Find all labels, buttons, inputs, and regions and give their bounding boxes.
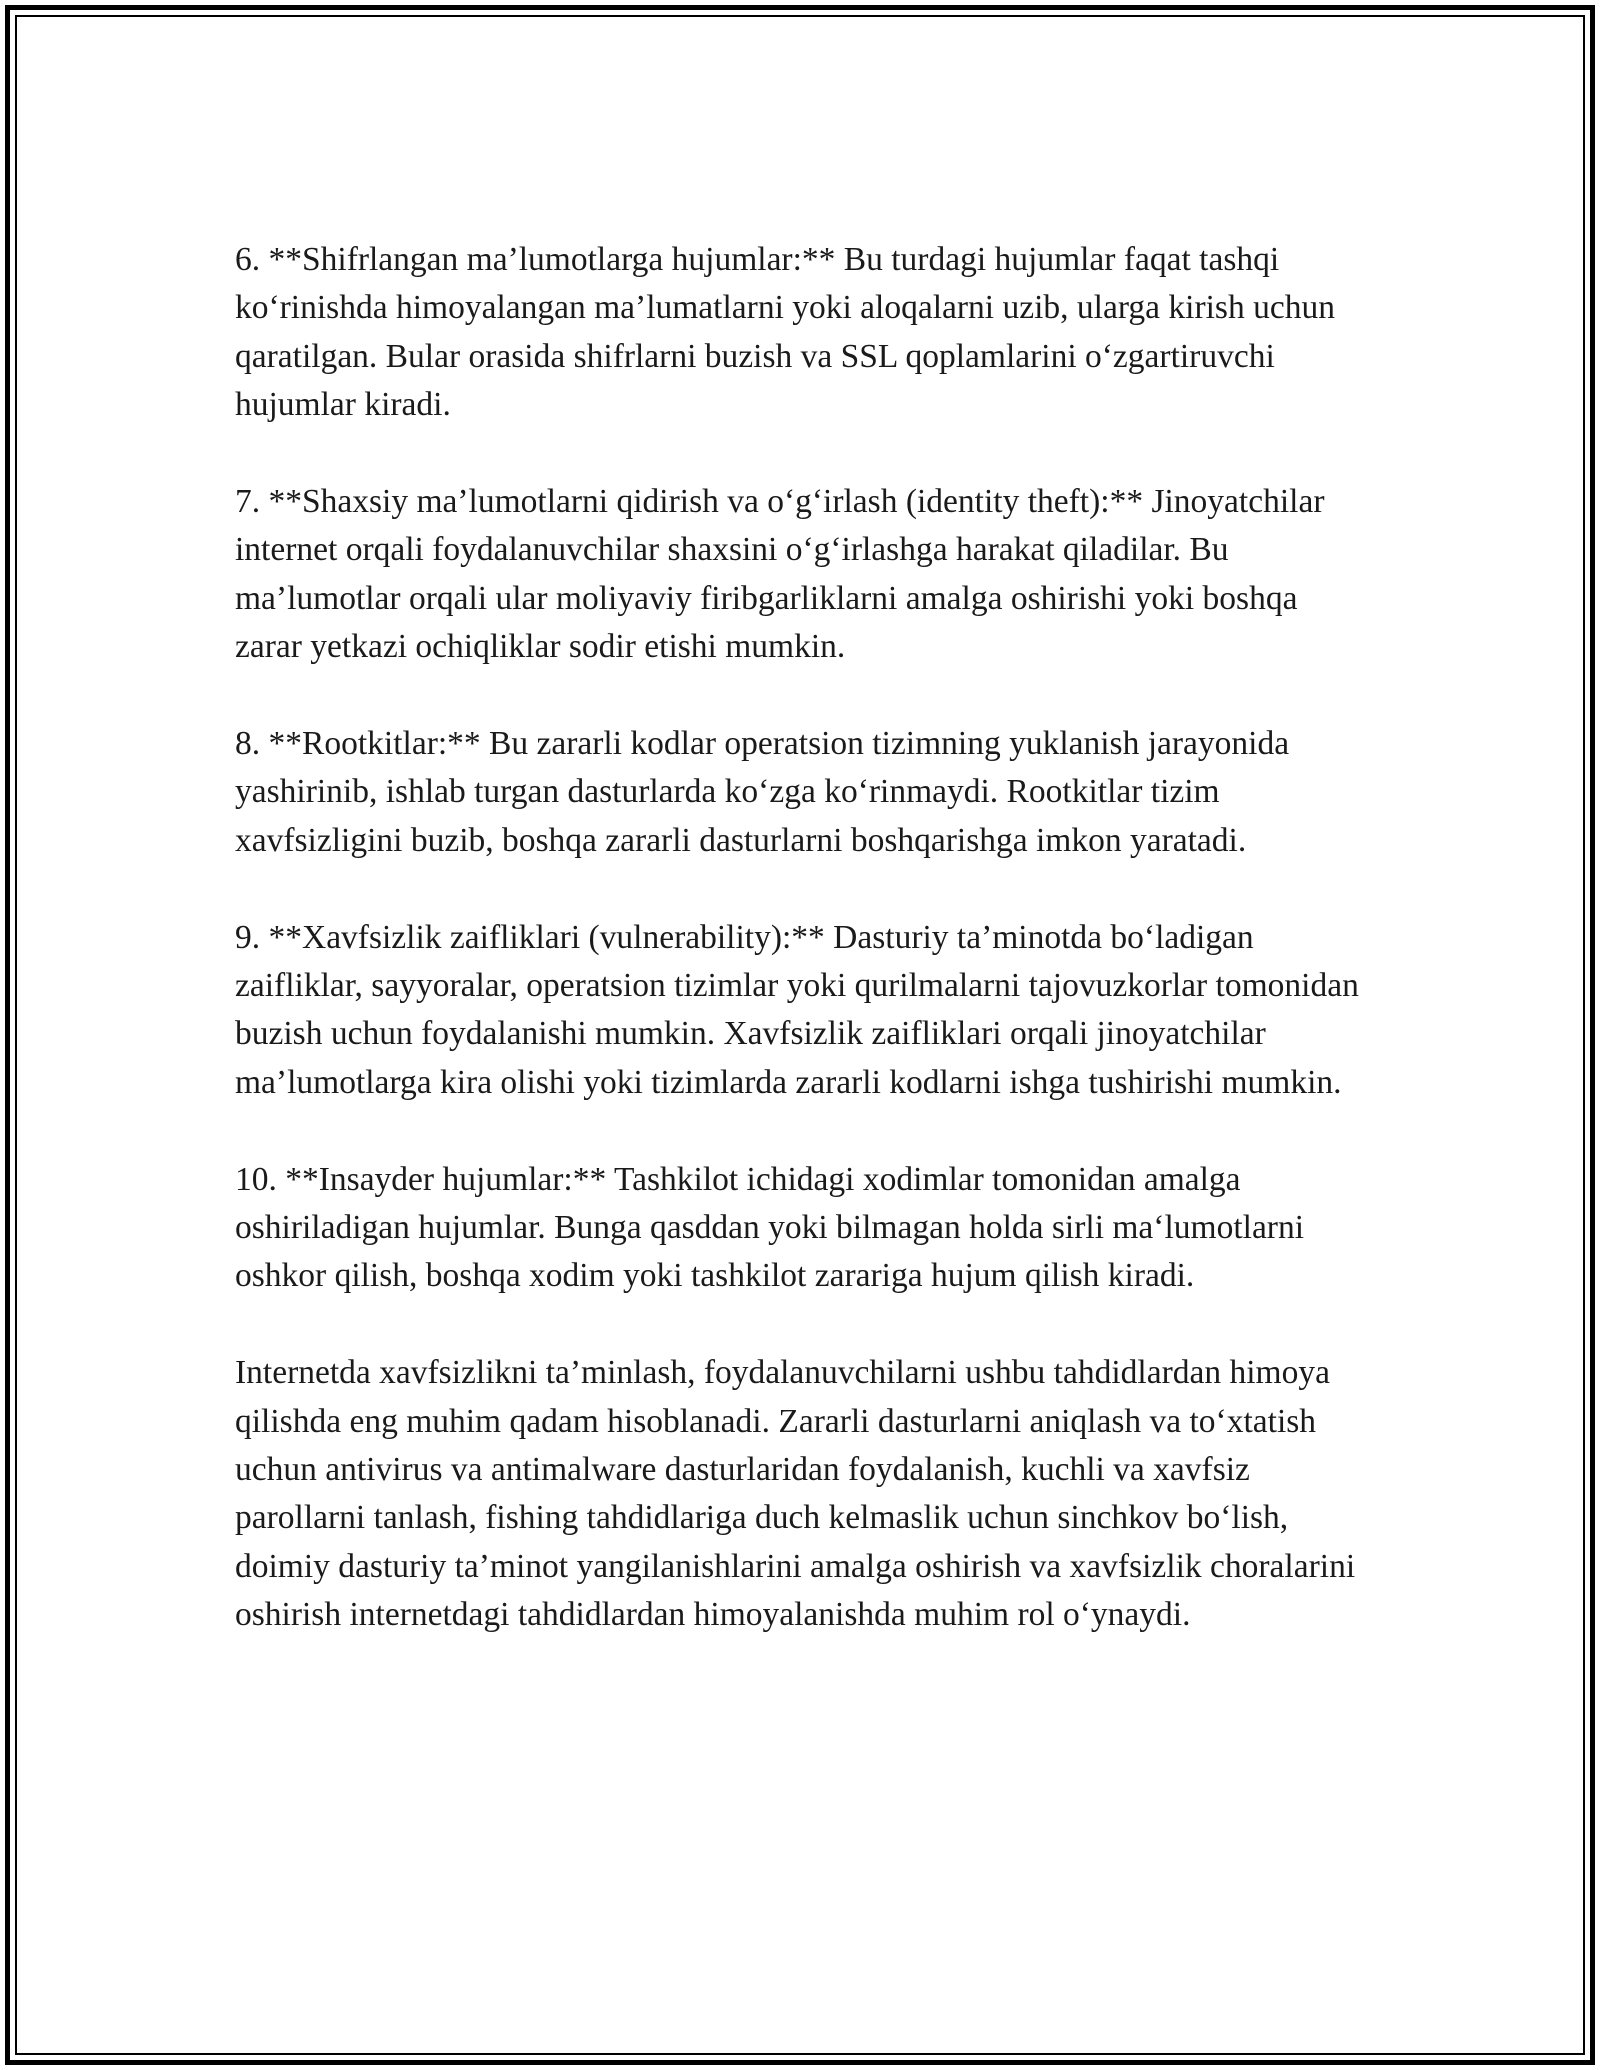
paragraph-conclusion: Internetda xavfsizlikni ta’minlash, foydalanuvchilarni ushbu tahdidlardan himoya qilishda eng muhim qadam hisoblanadi. Zararli dasturlarni aniqlash va to‘xtatish uchun antivirus va antimalware dasturlaridan foydalanish, kuchli va xavfsiz parollarni tanlash, fishing tahdidlariga duch kelmaslik uchun sinchkov bo‘lish, doimiy dasturiy ta’minot yangilanishlarini amalga oshirish va xavfsizlik choralarini oshirish internetdagi tahdidlardan himoyalanishda muhim rol o‘ynaydi.: [235, 1354, 1356, 1634]
paragraph-insider-attacks: 10. **Insayder hujumlar:** Tashkilot ichidagi xodimlar tomonidan amalga oshiriladigan hujumlar. Bunga qasddan yoki bilmagan holda sirli ma‘lumotlarni oshkor qilish, boshqa xodim yoki tashkilot zarariga hujum qilish kiradi.: [235, 1160, 1305, 1295]
paragraph-rootkits: 8. **Rootkitlar:** Bu zararli kodlar operatsion tizimning yuklanish jarayonida yashirinib, ishlab turgan dasturlarda ko‘zga ko‘rinmaydi. Rootkitlar tizim xavfsizligini buzib, boshqa zararli dasturlarni boshqarishga imkon yaratadi.: [235, 725, 1290, 859]
paragraph-vulnerabilities: 9. **Xavfsizlik zaifliklari (vulnerability):** Dasturiy ta’minotda bo‘ladigan zaifliklar, sayyoralar, operatsion tizimlar yoki qurilmalarni tajovuzkorlar tomonidan buzish uchun foydalanishi mumkin. Xavfsizlik zaifliklari orqali jinoyatchilar ma’lumotlarga kira olishi yoki tizimlarda zararli kodlarni ishga tushirishi mumkin.: [235, 918, 1359, 1101]
paragraph-identity-theft: 7. **Shaxsiy ma’lumotlarni qidirish va o‘g‘irlash (identity theft):** Jinoyatchilar internet orqali foydalanuvchilar shaxsini o‘g‘irlashga harakat qiladilar. Bu ma’lumotlar orqali ular moliyaviy firibgarliklarni amalga oshirishi yoki boshqa zarar yetkazi ochiqliklar sodir etishi mumkin.: [235, 483, 1325, 666]
paragraph-encrypted-data-attacks: 6. **Shifrlangan ma’lumotlarga hujumlar:** Bu turdagi hujumlar faqat tashqi ko‘rinishda himoyalangan ma’lumatlarni yoki aloqalarni uzib, ularga kirish uchun qaratilgan. Bular orasida shifrlarni buzish va SSL qoplamlarini o‘zgartiruvchi hujumlar kiradi.: [235, 241, 1335, 424]
document-body: [235, 236, 1365, 1640]
